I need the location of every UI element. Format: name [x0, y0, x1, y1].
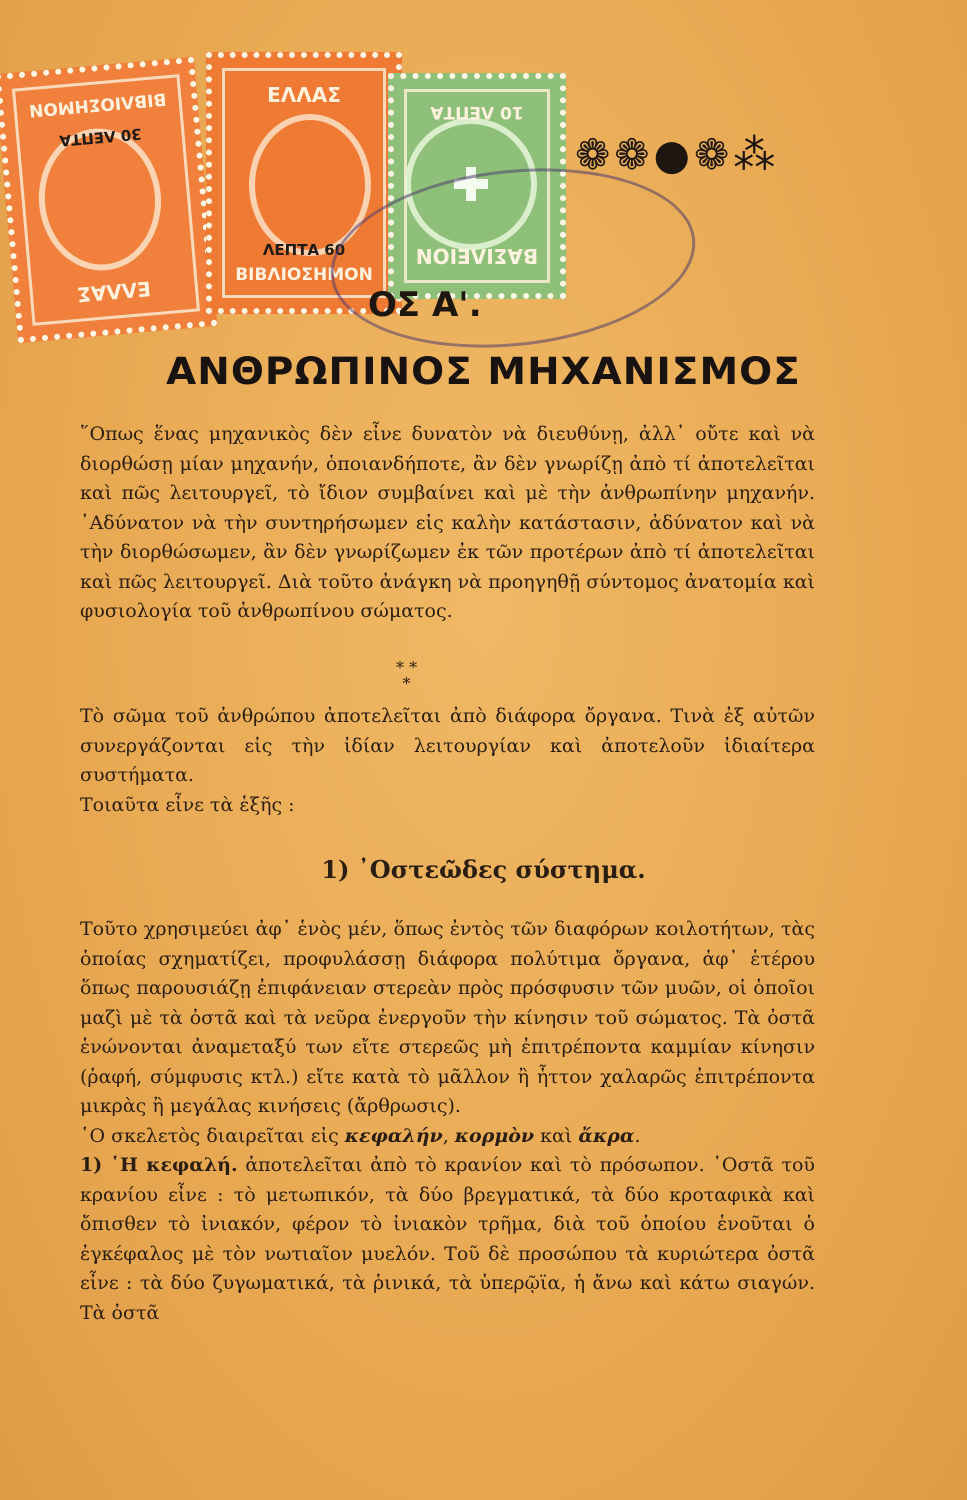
stamp-top-text: ΕΛΛΑΣ — [76, 276, 152, 307]
revenue-stamp-orange-30 — [0, 57, 217, 343]
stamp-top-text: ΒΑΣΙΛΕΙΟΝ — [415, 244, 539, 268]
emphasis: κεφαλήν — [344, 1124, 443, 1147]
paragraph-head — [80, 1151, 815, 1328]
stamp-bottom-text: ΒΙΒΛΙΟΣΗΜΟΝ — [28, 88, 168, 121]
paragraph-text: ῞Οπως ἕνας μηχανικὸς δὲν εἶνε δυνατὸν νὰ διευθύνῃ, ἀλλ᾽ οὔτε καὶ νὰ διορθώσῃ μίαν μηχανήν, ὁποιανδήποτε, ἂν δὲν γνωρίζῃ ἀπὸ τί ἀποτελεῖται καὶ πῶς λειτουργεῖ, τὸ ἴδιον συμβαίνει καὶ μὲ τὴν ἀνθρωπίνην μηχανήν. ᾽Αδύνατον νὰ τὴν συντηρήσωμεν εἰς καλὴν κατάστασιν, ἀδύνατον καὶ νὰ τὴν διορθώσωμεν, ἂν δὲν γνωρίζωμεν ἐκ τῶν προτέρων ἀπὸ τί ἀποτελεῖται καὶ πῶς λειτουργεῖ. Διὰ τοῦτο ἀνάγκη νὰ προηγηθῇ σύντομος ἀνατομία καὶ φυσιολογία τοῦ ἀνθρωπίνου σώματος. — [80, 423, 815, 622]
subheading-head: 1) ῾Η κεφαλή. — [80, 1154, 238, 1176]
text-run: . — [634, 1124, 641, 1147]
stamp-top-text: ΕΛΛΑΣ — [267, 83, 341, 107]
emphasis: ἄκρα — [578, 1124, 635, 1147]
stamp-frame — [12, 74, 200, 326]
paragraph-text: Τὸ σῶμα τοῦ ἀνθρώπου ἀποτελεῖται ἀπὸ διάφορα ὄργανα. Τινὰ ἐξ αὐτῶν συνεργάζονται εἰς τὴν ἰδίαν λειτουργίαν καὶ ἀποτελοῦν ἰδιαίτερα συστήματα. — [80, 705, 815, 786]
asterism-row: * — [402, 674, 411, 693]
paragraph-intro — [80, 420, 815, 627]
stamp-value: ΛΕΠΤΑ 60 — [262, 241, 346, 259]
paragraph-skeleton-division — [80, 1122, 815, 1152]
asterism-divider — [396, 660, 417, 692]
paragraph-text: Τοῦτο χρησιμεύει ἀφ᾽ ἑνὸς μέν, ὅπως ἐντὸς τῶν διαφόρων κοιλοτήτων, τὰς ὁποίας σχηματίζει, προφυλάσσῃ διάφορα πολύτιμα ὄργανα, ἀφ᾽ ἑτέρου ὅπως παρουσιάζῃ ἐπιφάνειαν στερεὰν πρὸς πρόσφυσιν τῶν μυῶν, οἱ ὁποῖοι μαζὶ μὲ τὰ ὀστᾶ καὶ τὰ νεῦρα ἐνεργοῦν τὴν κίνησιν τοῦ σώματος. Τὰ ὀστᾶ ἑνώνονται ἀναμεταξύ των εἴτε στερεῶς μὴ ἐπιτρέποντα καμμίαν κίνησιν (ῥαφή, σύμφυσις κτλ.) εἴτε κατὰ τὸ μᾶλλον ἢ ἧττον χαλαρῶς ἐπιτρέποντα μικρὰς ἢ μεγάλας κινήσεις (ἄρθρωσις). — [80, 918, 815, 1117]
stamp-bottom-text: ΒΙΒΛΙΟΣΗΜΟΝ — [235, 265, 373, 285]
page-title: ΑΝΘΡΩΠΙΝΟΣ ΜΗΧΑΝΙΣΜΟΣ — [166, 350, 801, 393]
paragraph-organs — [80, 702, 815, 820]
text-run: ἀποτελεῖται ἀπὸ τὸ κρανίον καὶ τὸ πρόσωπον. ᾿Οστᾶ τοῦ κρανίου εἶνε : τὸ μετωπικόν, τὰ δύο βρεγματικά, τὰ δύο κροταφικὰ καὶ ὄπισθεν τὸ ἰνιακόν, φέρον τὸ ἰνιακὸν τρῆμα, διὰ τοῦ ὁποίου ἑνοῦται ὁ ἐγκέφαλος μὲ τὸν νωτιαῖον μυελόν. Τοῦ δὲ προσώπου τὰ κυριώτερα ὀστᾶ εἶνε : τὰ δύο ζυγωματικά, τὰ ῥινικά, τὰ ὑπερῷϊα, ἡ ἄνω καὶ κάτω σιαγών. Τὰ ὀστᾶ — [80, 1154, 815, 1324]
text-run: καὶ — [534, 1124, 579, 1147]
stamp-bottom-text: 10 ΛΕΠΤΑ — [430, 102, 524, 122]
emphasis: κορμὸν — [454, 1124, 535, 1147]
decorative-ornament: ❁❁●❁⁂ — [575, 130, 780, 179]
section-heading: 1) ᾿Οστεῶδες σύστημα. — [321, 855, 646, 884]
asterism-row: * * — [396, 658, 418, 677]
paragraph-skeleton — [80, 915, 815, 1328]
chapter-heading-partial: ΟΣ Α'. — [368, 285, 482, 325]
paragraph-text: Τοιαῦτα εἶνε τὰ ἑξῆς : — [80, 793, 295, 816]
stamp-value: 30 ΛΕΠΤΑ — [58, 124, 143, 150]
text-run: , — [442, 1124, 455, 1147]
text-run: ῾Ο σκελετὸς διαιρεῖται εἰς — [80, 1124, 345, 1147]
